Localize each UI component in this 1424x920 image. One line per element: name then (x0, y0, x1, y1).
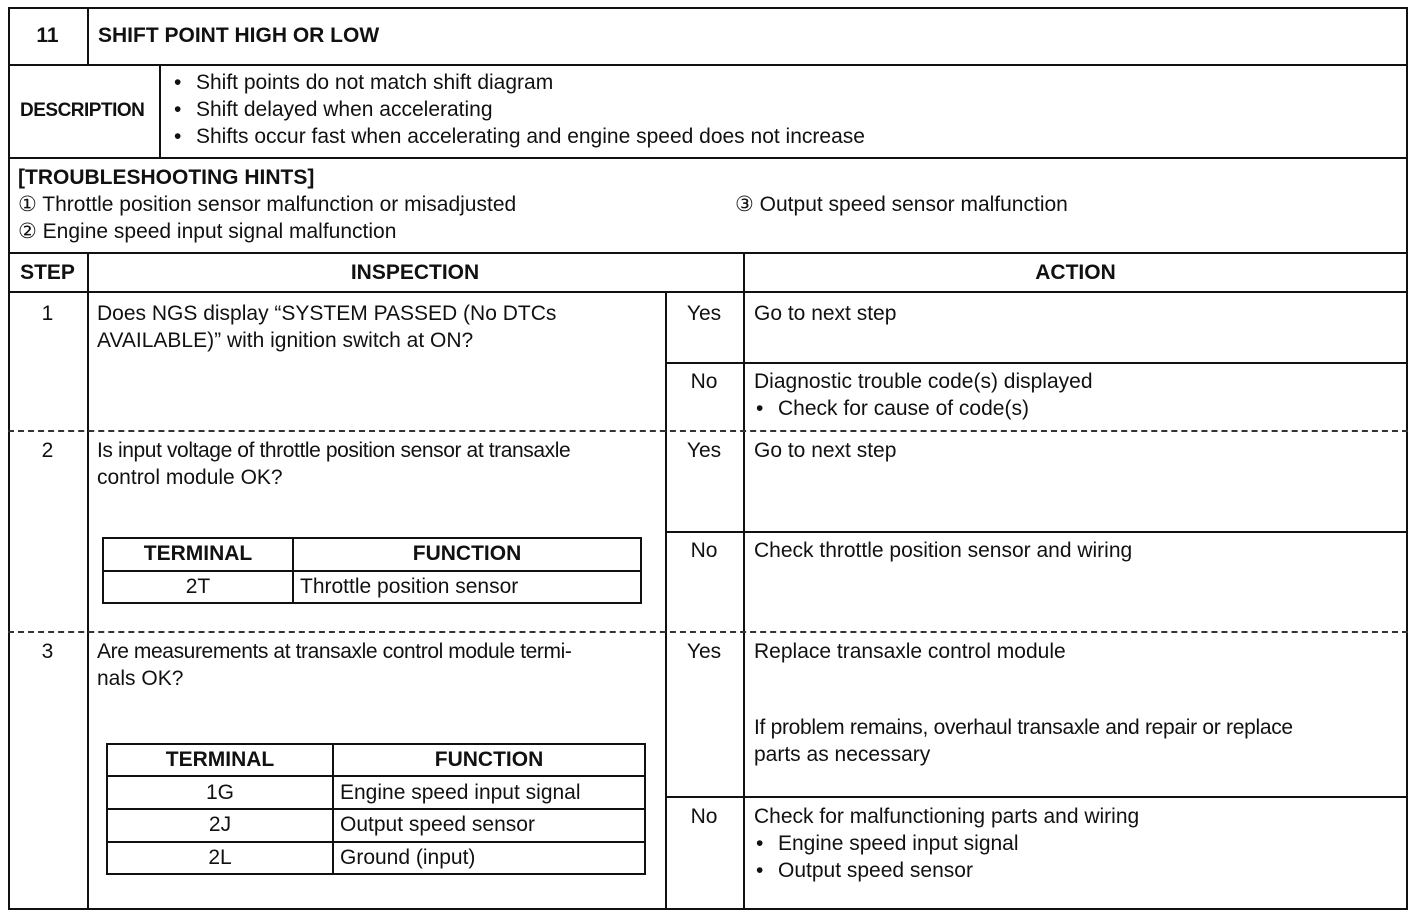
yes-action: Go to next step (754, 302, 897, 325)
description-item: • Shifts occur fast when accelerating and engine speed does not increase (172, 124, 865, 150)
procedure-title: SHIFT POINT HIGH OR LOW (98, 24, 380, 47)
terminal-table-row (104, 571, 640, 603)
yes-action-extra: parts as necessary (754, 743, 931, 766)
terminal-table-row (108, 809, 644, 842)
terminal-table (102, 537, 642, 604)
description-bottom-rule (8, 157, 1408, 159)
description-item: • Shift delayed when accelerating (172, 97, 493, 123)
description-label: DESCRIPTION (20, 100, 145, 121)
troubleshooting-sheet (8, 7, 1408, 910)
no-action-bullet: • Output speed sensor (754, 858, 973, 884)
step-inspection: Is input voltage of throttle position sensor at transaxle (97, 439, 571, 462)
terminal-cell: 2J (108, 809, 333, 842)
terminal-cell: 2T (104, 571, 293, 603)
column-header-bottom-rule (8, 291, 1408, 293)
header-bottom-rule (8, 64, 1408, 66)
step-number: 2 (41, 439, 54, 462)
yes-label: Yes (686, 640, 722, 663)
step-inspection: Are measurements at transaxle control module termi- (97, 640, 572, 663)
terminal-cell: 2L (108, 842, 333, 873)
function-header: FUNCTION (333, 745, 644, 776)
function-cell: Throttle position sensor (293, 571, 640, 603)
terminal-table (106, 743, 646, 875)
terminal-table-header (108, 745, 644, 776)
no-action: Diagnostic trouble code(s) displayed (754, 370, 1093, 393)
column-header-step: STEP (20, 261, 75, 284)
description-item: • Shift points do not match shift diagram (172, 70, 553, 96)
description-divider (159, 65, 161, 157)
no-action: Check for malfunctioning parts and wiring (754, 805, 1140, 828)
function-cell: Output speed sensor (333, 809, 644, 842)
function-cell: Ground (input) (333, 842, 644, 873)
no-action: Check throttle position sensor and wiring (754, 539, 1133, 562)
step-column-divider (87, 252, 89, 910)
no-label: No (690, 539, 718, 562)
terminal-table-header (104, 539, 640, 571)
step-inspection: control module OK? (97, 466, 283, 489)
action-column-divider (743, 252, 745, 910)
yes-no-rule (665, 796, 1408, 798)
hint-item: ③ Output speed sensor malfunction (735, 193, 1068, 216)
yes-action: Replace transaxle control module (754, 640, 1066, 663)
column-header-action: ACTION (1035, 261, 1116, 284)
yes-no-rule (665, 362, 1408, 364)
terminal-header: TERMINAL (108, 745, 333, 776)
step-number: 1 (41, 302, 54, 325)
column-header-inspection: INSPECTION (350, 261, 480, 284)
step-number: 3 (41, 640, 54, 663)
header-divider (87, 7, 89, 65)
hints-bottom-rule (8, 252, 1408, 254)
no-action-bullet: • Engine speed input signal (754, 831, 1019, 857)
no-label: No (690, 805, 718, 828)
procedure-number: 11 (36, 24, 59, 47)
step-inspection: AVAILABLE)” with ignition switch at ON? (97, 329, 474, 352)
terminal-table-row (108, 776, 644, 809)
terminal-header: TERMINAL (104, 539, 293, 571)
function-header: FUNCTION (293, 539, 640, 571)
yes-label: Yes (686, 439, 722, 462)
step-inspection: Does NGS display “SYSTEM PASSED (No DTCs (97, 302, 557, 325)
yes-action: Go to next step (754, 439, 897, 462)
terminal-table-row (108, 842, 644, 873)
yes-label: Yes (686, 302, 722, 325)
step-inspection: nals OK? (97, 667, 184, 690)
function-cell: Engine speed input signal (333, 776, 644, 809)
yes-action-extra: If problem remains, overhaul transaxle and repair or replace (754, 716, 1293, 739)
hint-item: ① Throttle position sensor malfunction or misadjusted (18, 193, 517, 216)
hint-item: ② Engine speed input signal malfunction (18, 220, 397, 243)
terminal-cell: 1G (108, 776, 333, 809)
step-separator (8, 430, 1408, 432)
no-label: No (690, 370, 718, 393)
hints-title: [TROUBLESHOOTING HINTS] (18, 166, 315, 189)
yes-no-rule (665, 531, 1408, 533)
step-separator (8, 631, 1408, 633)
no-action-bullet: • Check for cause of code(s) (754, 396, 1029, 422)
